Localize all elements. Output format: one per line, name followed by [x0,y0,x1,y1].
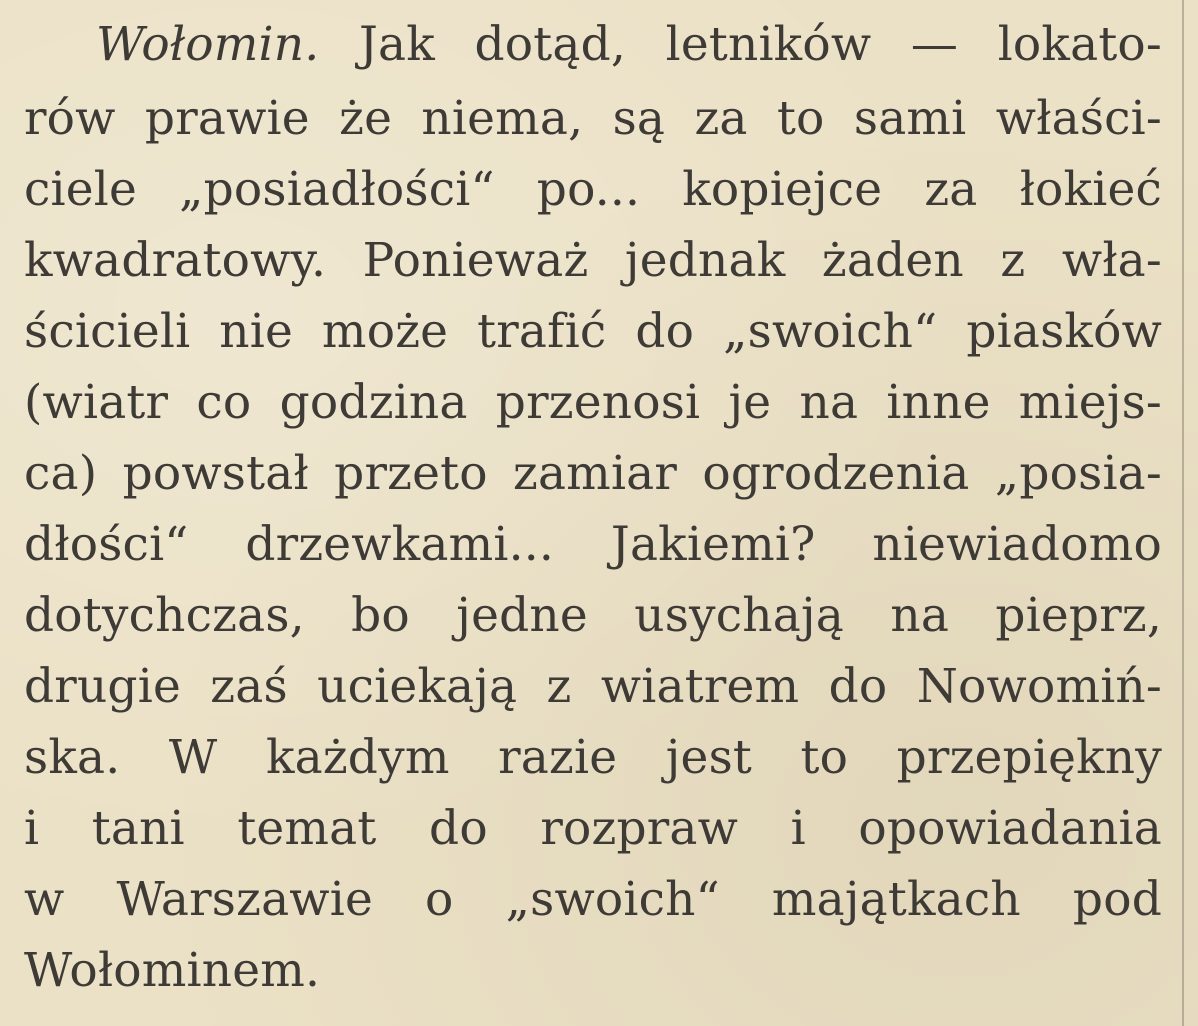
text-line-7: ca) powstał przeto zamiar ogrodzenia „posia- [24,446,1162,501]
text-line-3: ciele „posiadłości“ po... kopiejce za łokieć [24,162,1162,217]
text-line-1-body: Jak dotąd, letników — lokato- [319,17,1162,72]
text-line-4: kwadratowy. Ponieważ jednak żaden z wła- [24,233,1162,288]
cropped-next-line [24,1012,1162,1026]
text-line-11: ska. W każdym razie jest to przepiękny [24,730,1162,785]
text-line-5: ścicieli nie może trafić do „swoich“ piasków [24,304,1162,359]
text-line-14: Wołominem. [24,943,321,998]
text-line-12: i tani temat do rozpraw i opowiadania [24,801,1162,856]
text-line-1 [96,10,1162,80]
column-rule [1182,0,1184,1026]
text-line-6: (wiatr co godzina przenosi je na inne miejs- [24,375,1162,430]
text-line-9: dotychczas, bo jedne usychają na pieprz, [24,588,1162,643]
place-name: Wołomin. [96,17,320,72]
text-line-10: drugie zaś uciekają z wiatrem do Nowomiń- [24,659,1162,714]
text-line-2: rów prawie że niema, są za to sami właści- [24,91,1162,146]
text-line-8: dłości“ drzewkami... Jakiemi? niewiadomo [24,517,1162,572]
text-line-13: w Warszawie o „swoich“ majątkach pod [24,872,1162,927]
